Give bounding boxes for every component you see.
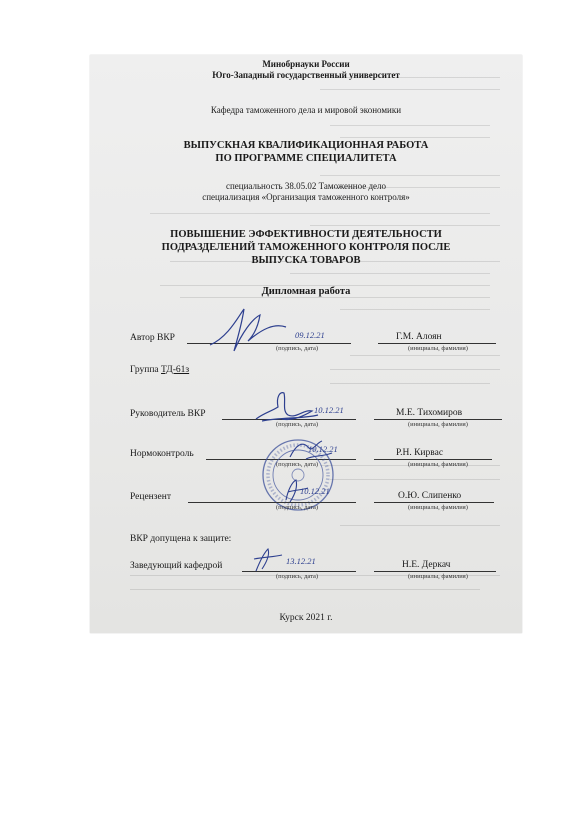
- reviewer-name-caption: (инициалы, фамилия): [408, 504, 468, 511]
- group-label: Группа: [130, 365, 159, 375]
- document-page: [90, 55, 522, 633]
- admitted-label: ВКР допущена к защите:: [130, 534, 232, 544]
- head-name-line: [374, 571, 496, 572]
- reviewer-name-line: [374, 502, 494, 503]
- supervisor-sign-caption: (подпись, дата): [276, 421, 319, 428]
- head-signature-row: [90, 556, 522, 591]
- reviewer-name: О.Ю. Слипенко: [398, 491, 462, 501]
- normcontrol-sign-caption: (подпись, дата): [276, 461, 319, 468]
- topic-line3: ВЫПУСКА ТОВАРОВ: [251, 255, 361, 266]
- supervisor-role: Руководитель ВКР: [130, 409, 206, 419]
- author-signature-row: [90, 330, 522, 363]
- normcontrol-role: Нормоконтроль: [130, 449, 194, 459]
- topic-line2: ПОДРАЗДЕЛЕНИЙ ТАМОЖЕННОГО КОНТРОЛЯ ПОСЛЕ: [161, 242, 451, 253]
- topic-line1: ПОВЫШЕНИЕ ЭФФЕКТИВНОСТИ ДЕЯТЕЛЬНОСТИ: [170, 229, 442, 240]
- author-role: Автор ВКР: [130, 333, 175, 343]
- supervisor-sign-date: 10.12.21: [314, 405, 344, 415]
- reviewer-signature-mark: [280, 476, 310, 506]
- author-name-caption: (инициалы, фамилия): [408, 345, 468, 352]
- author-sign-date: 09.12.21: [295, 330, 325, 340]
- normcontrol-name: Р.Н. Кирвас: [396, 448, 444, 458]
- ministry-name: Минобрнауки России: [262, 59, 350, 69]
- reviewer-sign-caption: (подпись, дата): [276, 504, 319, 511]
- head-name-caption: (инициалы, фамилия): [408, 573, 468, 580]
- author-name-line: [378, 343, 496, 344]
- reviewer-signature-row: [90, 486, 522, 522]
- supervisor-name-caption: (инициалы, фамилия): [408, 421, 468, 428]
- specialization-line: специализация «Организация таможенного контроля»: [202, 192, 410, 202]
- reviewer-role: Рецензент: [130, 492, 171, 502]
- normcontrol-name-caption: (инициалы, фамилия): [408, 461, 468, 468]
- group-value: ТД-61з: [161, 365, 190, 375]
- group-row: [130, 365, 189, 375]
- document-kind: Дипломная работа: [261, 286, 351, 297]
- specialty-line: специальность 38.05.02 Таможенное дело: [225, 181, 387, 191]
- head-sign-caption: (подпись, дата): [276, 573, 319, 580]
- head-signature-mark: [250, 545, 284, 575]
- supervisor-signature-mark: [252, 389, 322, 425]
- head-role: Заведующий кафедрой: [130, 561, 223, 571]
- author-sign-caption: (подпись, дата): [276, 345, 319, 352]
- university-name: Юго-Западный государственный университет: [212, 70, 400, 80]
- supervisor-name: М.Е. Тихомиров: [396, 408, 463, 418]
- reviewer-signature-line: [188, 502, 356, 503]
- author-signature-mark: [208, 307, 288, 353]
- department-name: Кафедра таможенного дела и мировой экономики: [210, 105, 402, 115]
- supervisor-name-line: [374, 419, 502, 420]
- work-type-line2: ПО ПРОГРАММЕ СПЕЦИАЛИТЕТА: [215, 153, 397, 164]
- normcontrol-sign-date: 10.12.21: [308, 444, 338, 454]
- city-year: Курск 2021 г.: [279, 613, 333, 623]
- author-name: Г.М. Алоян: [396, 332, 442, 342]
- normcontrol-name-line: [374, 459, 492, 460]
- head-sign-date: 13.12.21: [286, 556, 316, 566]
- work-type-line1: ВЫПУСКНАЯ КВАЛИФИКАЦИОННАЯ РАБОТА: [183, 140, 429, 151]
- reviewer-sign-date: 10.12.21: [300, 486, 330, 496]
- head-name: Н.Е. Деркач: [402, 560, 451, 570]
